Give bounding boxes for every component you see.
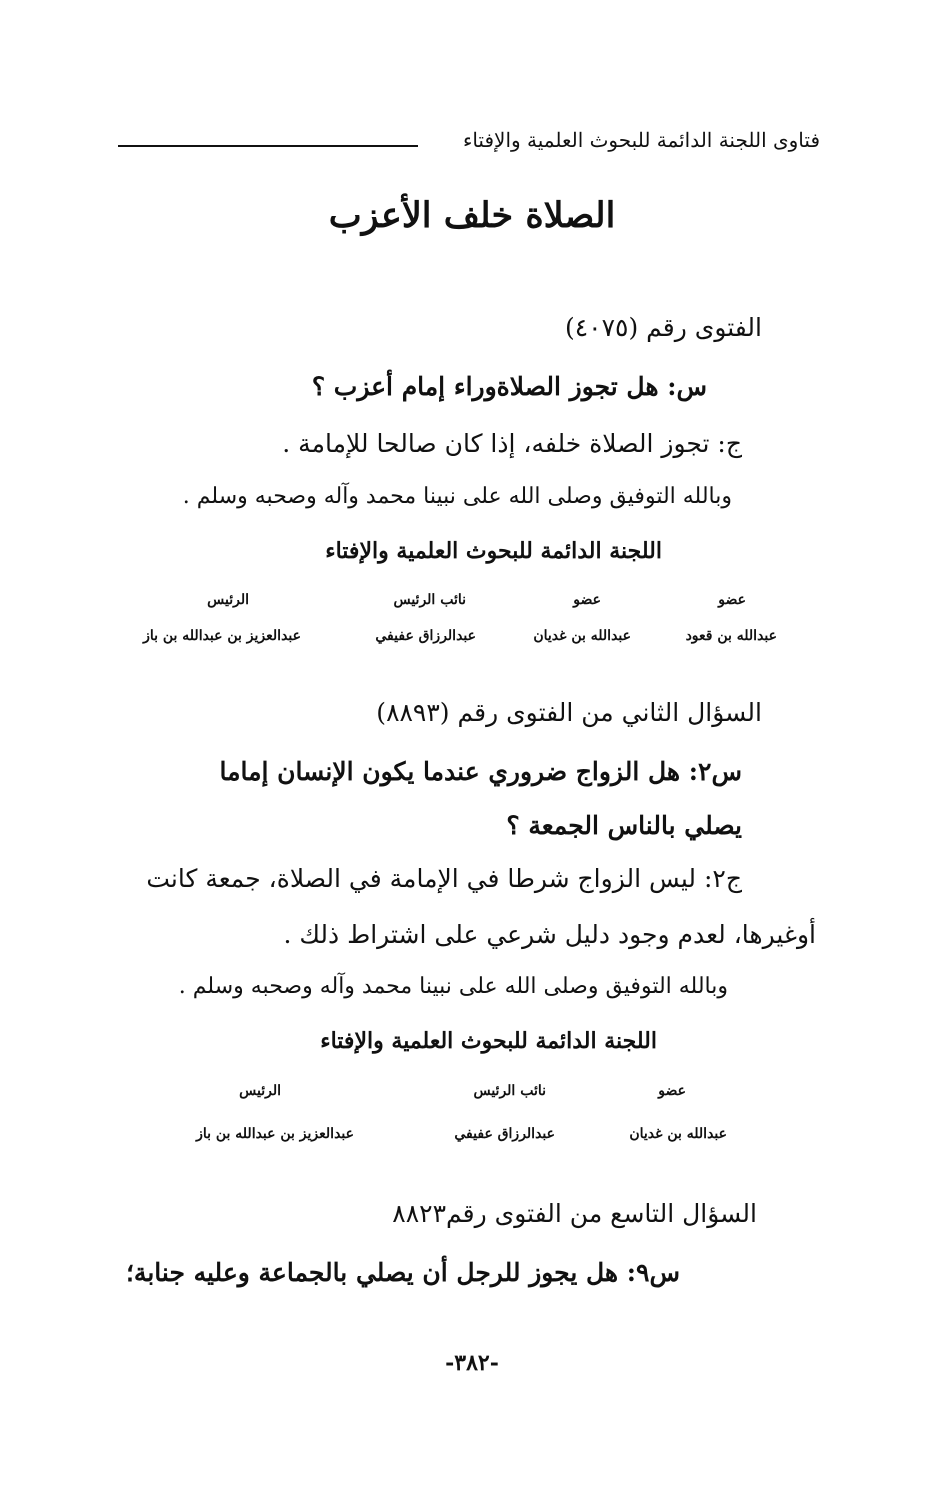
question-line: س٢: هل الزواج ضروري عندما يكون الإنسان إماما [219,757,742,786]
page-title: الصلاة خلف الأعزب [328,195,616,236]
question-line: يصلي بالناس الجمعة ؟ [506,811,742,840]
signatory-name: عبدالعزيز بن عبدالله بن باز [143,628,301,644]
question: س: هل تجوز الصلاةوراء إمام أعزب ؟ [311,372,707,401]
fatwa-number: السؤال التاسع من الفتوى رقم٨٨٢٣ [392,1199,757,1228]
signatory-role: نائب الرئيس [393,592,466,608]
signatory-name: عبدالله بن غديان [533,628,631,644]
fatwa-number: الفتوى رقم (٤٠٧٥) [564,313,762,342]
signatory-role: نائب الرئيس [473,1083,546,1099]
signatory-name: عبدالله بن قعود [685,628,777,644]
question: س٩: هل يجوز للرجل أن يصلي بالجماعة وعليه جنابة؛ [125,1258,680,1287]
committee-name: اللجنة الدائمة للبحوث العلمية والإفتاء [325,538,662,564]
closing-formula: وبالله التوفيق وصلى الله على نبينا محمد وآله وصحبه وسلم . [182,484,732,509]
signatory-role: الرئيس [239,1083,281,1099]
signatory-role: عضو [573,592,601,608]
committee-name: اللجنة الدائمة للبحوث العلمية والإفتاء [320,1028,657,1054]
page-number: -٣٨٢- [445,1350,499,1376]
signatory-name: عبدالله بن غديان [629,1126,727,1142]
header-rule [118,145,418,147]
answer-line: أوغيرها، لعدم وجود دليل شرعي على اشتراط ذلك . [283,920,816,949]
fatwa-number: السؤال الثاني من الفتوى رقم (٨٨٩٣) [376,698,762,727]
running-header: فتاوى اللجنة الدائمة للبحوث العلمية والإفتاء [462,128,820,152]
answer: ج: تجوز الصلاة خلفه، إذا كان صالحا للإمامة . [282,429,742,458]
signatory-name: عبدالعزيز بن عبدالله بن باز [196,1126,354,1142]
answer-line: ج٢: ليس الزواج شرطا في الإمامة في الصلاة، جمعة كانت [146,864,742,893]
signatory-name: عبدالرزاق عفيفي [375,628,476,644]
closing-formula: وبالله التوفيق وصلى الله على نبينا محمد وآله وصحبه وسلم . [178,974,728,999]
signatory-role: عضو [658,1083,686,1099]
signatory-name: عبدالرزاق عفيفي [454,1126,555,1142]
signatory-role: الرئيس [207,592,249,608]
signatory-role: عضو [718,592,746,608]
